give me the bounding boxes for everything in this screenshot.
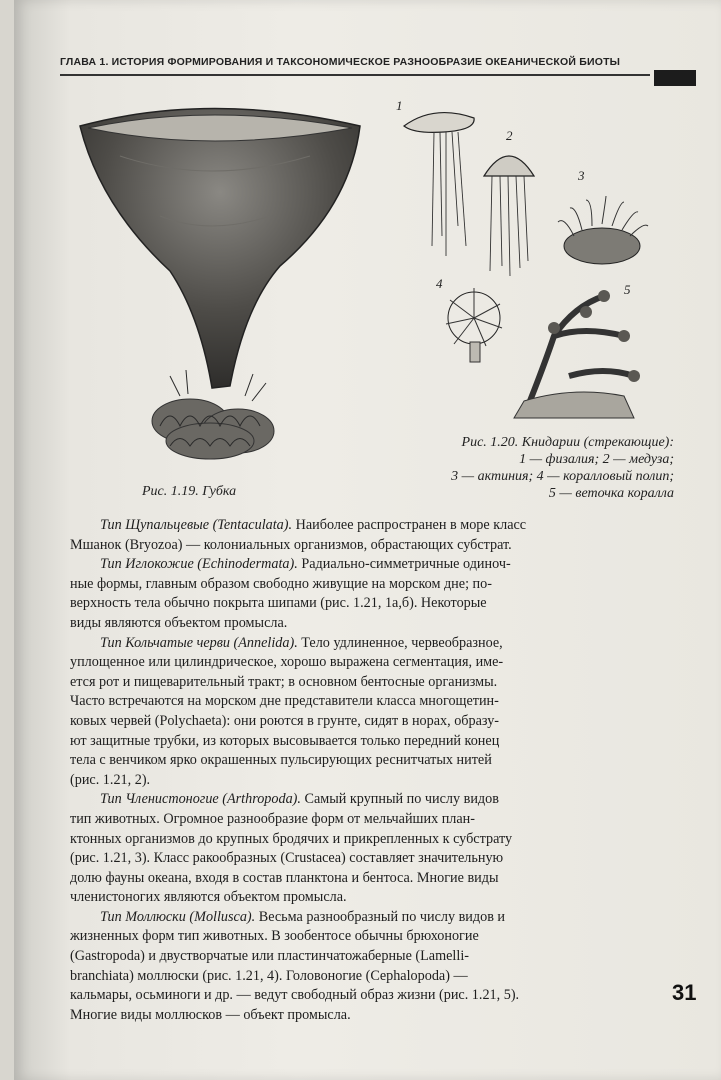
text-line: тела с венчиком ярко окрашенных пульсирующих реснитчатых нитей	[70, 752, 492, 769]
text-line: Часто встречаются на морском дне представители класса многощетин-	[70, 693, 499, 710]
text-line: Многие виды моллюсков — объект промысла.	[70, 1006, 351, 1023]
text-line: уплощенное или цилиндрическое, хорошо выражена сегментация, име-	[70, 654, 504, 671]
fig20-caption-line: 3 — актиния; 4 — коралловый полип;	[451, 469, 674, 484]
fig20-caption-line: 1 — физалия; 2 — медуза;	[519, 452, 674, 467]
text-line: членистоногих являются объектом промысла.	[70, 889, 347, 906]
text-line: тип животных. Огромное разнообразие форм от мельчайших план-	[70, 810, 475, 827]
text-line: кальмары, осьминоги и др. — ведут свободный образ жизни (рис. 1.21, 5).	[70, 987, 520, 1004]
figure-1-20-caption	[374, 434, 674, 502]
text-line: Мшанок (Bryozoa) — колониальных организмов, обрастающих субстрат.	[70, 536, 512, 553]
section-heading: Тип Членистоногие (Arthropoda).	[100, 791, 301, 808]
figure-1-19-caption: Рис. 1.19. Губка	[142, 484, 237, 499]
fig20-caption-line: 5 — веточка коралла	[548, 486, 674, 501]
text-line: branchiata) моллюски (рис. 1.21, 4). Головоногие (Cephalopoda) —	[70, 967, 468, 984]
text-line: ется рот и пищеварительный тракт; в основном бентосные организмы.	[70, 673, 498, 690]
text-line: Тип Иглокожие (Echinodermata). Радиально-симметричные одиноч-	[100, 556, 511, 573]
book-page	[14, 0, 721, 1080]
page-number: 31	[672, 980, 697, 1005]
section-heading: Тип Щупальцевые (Tentaculata).	[100, 517, 293, 533]
text-line: Тип Кольчатые черви (Annelida). Тело удлиненное, червеобразное,	[100, 634, 503, 651]
text-line: долю фауны океана, входя в состав планктона и бентоса. Многие виды	[70, 869, 499, 886]
text-line: виды являются объектом промысла.	[70, 614, 288, 631]
text-line: ковых червей (Polychaeta): они роются в грунте, сидят в норах, образу-	[70, 712, 500, 729]
text-line: верхность тела обычно покрыта шипами (рис. 1.21, 1а,б). Некоторые	[70, 595, 487, 612]
header-black-tab	[654, 70, 696, 86]
fig-label-3: 3	[578, 168, 585, 183]
sponge-illustration	[60, 96, 380, 466]
text-line: Тип Щупальцевые (Tentaculata). Наиболее распространен в море класс	[100, 517, 527, 533]
text-line: Тип Членистоногие (Arthropoda). Самый крупный по числу видов	[100, 791, 499, 808]
section-heading: Тип Кольчатые черви (Annelida).	[100, 634, 298, 651]
section-heading: Тип Иглокожие (Echinodermata).	[100, 556, 298, 573]
fig-label-5: 5	[624, 282, 631, 297]
text-line: ные формы, главным образом свободно живущие на морском дне; по-	[70, 575, 492, 592]
fig-label-4: 4	[436, 276, 443, 291]
fig-label-2: 2	[506, 128, 513, 143]
fig-label-1: 1	[396, 98, 403, 113]
header-rule	[60, 74, 650, 76]
body-text	[70, 516, 682, 1025]
text-line: ктонных организмов до крупных бродячих и прикрепленных к субстрату	[70, 830, 513, 847]
section-heading: Тип Моллюски (Mollusca).	[100, 908, 256, 925]
text-line: ют защитные трубки, из которых высовывается только передний конец	[70, 732, 500, 749]
text-line: Тип Моллюски (Mollusca). Весьма разнообразный по числу видов и	[100, 908, 506, 925]
running-header: ГЛАВА 1. ИСТОРИЯ ФОРМИРОВАНИЯ И ТАКСОНОМИЧЕСКОЕ РАЗНООБРАЗИЕ ОКЕАНИЧЕСКОЙ БИОТЫ	[60, 56, 621, 68]
text-line: (рис. 1.21, 2).	[70, 771, 151, 788]
text-line: (Gastropoda) и двустворчатые или пластинчатожаберные (Lamelli-	[70, 948, 469, 965]
text-line: жизненных форм тип животных. В зообентосе обычны брюхоногие	[70, 928, 479, 945]
fig20-caption-line: Рис. 1.20. Книдарии (стрекающие):	[461, 435, 674, 450]
cnidaria-illustration	[374, 96, 674, 426]
text-line: (рис. 1.21, 3). Класс ракообразных (Crustacea) составляет значительную	[70, 850, 504, 867]
